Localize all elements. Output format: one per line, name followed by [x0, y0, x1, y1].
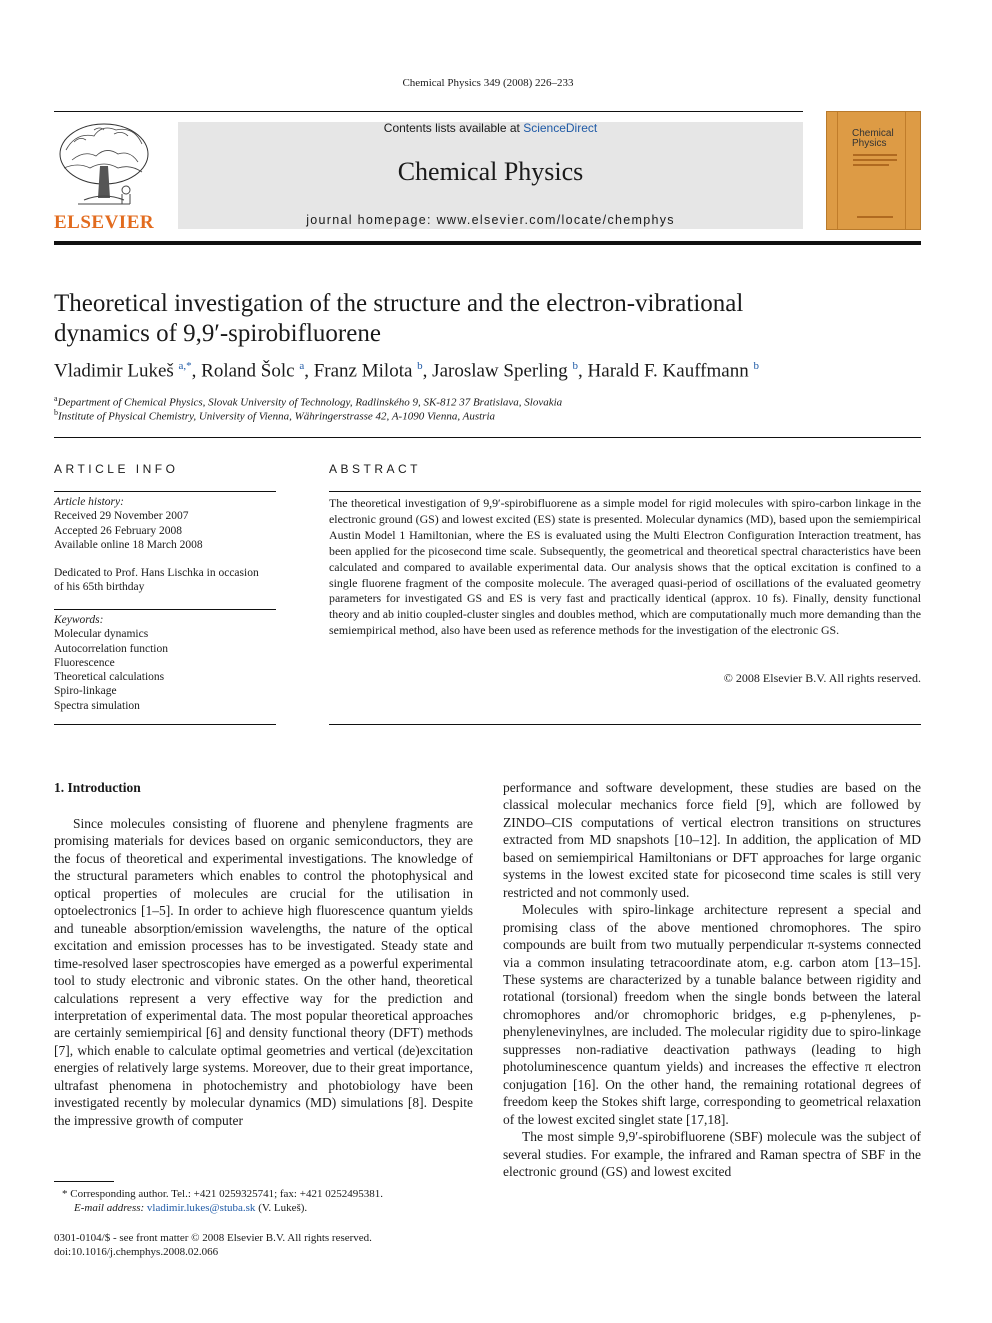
paragraph: performance and software development, these studies are based on the classical molecular mechanics force field [9], which are followed by ZINDO–CIS computations of vertical electron transitions on structures extracted from MD snapshots [10–12]. In addition, the application of MD based on semiempirical Hamiltonians or DFT approaches for large organic systems in the lowest excited state for picosecond time scales is still very restricted and not commonly used. [503, 780, 921, 900]
title-rule [54, 437, 921, 438]
paragraph: Molecules with spiro-linkage architecture represent a special and promising class of the above mentioned chromophores. The spiro compounds are built from two mutually perpendicular π-systems connected via a common insulating tetracoordinate atom, e.g. carbon atom [13–15]. These systems are characterized by a tunable balance between rigidity and rotational (torsional) freedom when the single bonds between the lateral chromophores and/or chromophoric bridges, e.g p-phenylenes, p-phenylenevinylnes, are included. The molecular rigidity due to spiro-linkage suppresses non-radiative deactivation pathways (leading to high photoluminescence quantum yields) and increases the effective π electron conjugation [16]. On the other hand, the remaining rotational degrees of freedom keep the Stokes shift large, corresponding to geometrical relaxation of the lowest excited singlet state [17,18]. [503, 902, 921, 1127]
affiliation-a [54, 394, 562, 409]
abstract-bottom-rule [329, 724, 921, 725]
body-column-right [503, 779, 921, 1180]
author-affil-sup[interactable]: b [417, 360, 423, 372]
article-info-heading: ARTICLE INFO [54, 462, 179, 476]
article-title [54, 289, 914, 349]
author-list [54, 360, 954, 382]
keyword: Molecular dynamics [54, 628, 149, 641]
cover-title [852, 129, 894, 149]
keyword: Spiro-linkage [54, 685, 117, 698]
elsevier-wordmark: ELSEVIER [54, 212, 155, 233]
dedication-line2: of his 65th birthday [54, 581, 145, 594]
article-info-rule [54, 491, 276, 492]
abstract-copyright: © 2008 Elsevier B.V. All rights reserved. [723, 671, 921, 685]
author-name: Franz Milota [313, 360, 413, 382]
journal-name: Chemical Physics [397, 157, 584, 186]
author-sep: , [422, 360, 433, 382]
author-affil-sup[interactable]: b [753, 360, 759, 372]
title-line-1: Theoretical investigation of the structure and the electron-vibrational [54, 290, 744, 317]
header-rule [54, 111, 803, 112]
email-label: E-mail address: [74, 1202, 147, 1214]
paragraph: The most simple 9,9′-spirobifluorene (SBF) molecule was the subject of several studies. For example, the infrared and Raman spectra of SBF in the electronic ground (GS) and lowest excited [503, 1129, 921, 1179]
dedication-line1: Dedicated to Prof. Hans Lischka in occasion [54, 567, 259, 580]
keyword: Theoretical calculations [54, 671, 165, 684]
author-name: Vladimir Lukeš [54, 360, 174, 382]
author-affil-sup[interactable]: a,* [178, 360, 192, 372]
cover-title-line2: Physics [852, 138, 887, 149]
footnote-rule [54, 1181, 114, 1182]
title-line-2: dynamics of 9,9′-spirobifluorene [54, 320, 381, 347]
keywords-block [54, 613, 276, 713]
email-link[interactable]: vladimir.lukes@stuba.sk [146, 1202, 256, 1214]
keyword: Fluorescence [54, 656, 115, 669]
journal-homepage[interactable]: journal homepage: www.elsevier.com/locate/chemphys [306, 213, 675, 227]
abstract-top-rule [329, 491, 921, 492]
footnote-contact: * Corresponding author. Tel.: +421 0259325741; fax: +421 0252495381. [62, 1188, 383, 1200]
article-history [54, 495, 276, 595]
author-name: Roland Šolc [201, 360, 295, 382]
author-name: Harald F. Kauffmann [587, 360, 749, 382]
affiliation-text: Institute of Physical Chemistry, University of Vienna, Währingerstrasse 42, A-1090 Vienna, Austria [58, 410, 496, 423]
author-sep: , [191, 360, 202, 382]
received-date: Received 29 November 2007 [54, 510, 189, 523]
history-label: Article history: [54, 496, 124, 508]
accepted-date: Accepted 26 February 2008 [54, 524, 183, 537]
author-affil-sup[interactable]: b [572, 360, 579, 372]
abstract-heading: ABSTRACT [329, 462, 422, 476]
article-info-bottom-rule [54, 724, 276, 725]
corresponding-author-footnote [54, 1187, 484, 1215]
section-heading-introduction: 1. Introduction [54, 780, 141, 795]
author-sep: , [304, 360, 314, 382]
affiliation-sup: b [54, 408, 58, 417]
contents-prefix: Contents lists available at [383, 121, 524, 135]
author-sep: , [578, 360, 588, 382]
email-suffix: (V. Lukeš). [255, 1202, 308, 1214]
cover-title-line1: Chemical [852, 128, 894, 139]
affiliation-text: Department of Chemical Physics, Slovak University of Technology, Radlinského 9, SK-812 37 Bratislava, Slovakia [57, 396, 563, 409]
sciencedirect-link[interactable]: ScienceDirect [523, 121, 598, 135]
journal-reference: Chemical Physics 349 (2008) 226–233 [402, 77, 574, 89]
author-name: Jaroslaw Sperling [432, 360, 568, 382]
author-affil-sup[interactable]: a [299, 360, 305, 372]
contents-availability [178, 121, 803, 135]
online-date: Available online 18 March 2008 [54, 538, 203, 551]
affiliation-b [54, 408, 495, 423]
header-thick-rule [54, 241, 921, 245]
footer-doi[interactable]: doi:10.1016/j.chemphys.2008.02.066 [54, 1246, 219, 1258]
paragraph: Since molecules consisting of fluorene and phenylene fragments are promising materials for devices based on organic semiconductors, they are the focus of theoretical and experimental investigations. The knowledge of the structural parameters which enables to control the photophysical and optical properties of molecules are crucial for the utilisation in optoelectronics [1–5]. In order to achieve high fluorescence quantum yields and tuneable absorption/emission wavelengths, the nature of the optical excitation and emission processes has to be investigated. Steady state and time-resolved laser spectroscopies have emerged as a powerful experimental tool to study electronic and vibronic states. On the other hand, theoretical calculations represent a very effective way for the prediction and interpretation of experimental data. The most popular theoretical approaches are certainly semiempirical [6] and density functional theory (DFT) methods [7], which enable to calculate optimal geometries and vertical (de)excitation energies of relatively large systems. Moreover, due to their great importance, ultrafast phenomena in photochemistry and photobiology have been investigated recently by molecular dynamics (MD) simulations [8]. Despite the impressive growth of computer [54, 816, 473, 1128]
keywords-label: Keywords: [54, 614, 104, 626]
affiliation-sup: a [54, 394, 58, 403]
keywords-rule [54, 609, 276, 610]
abstract-text: The theoretical investigation of 9,9′-spirobifluorene as a simple model for rigid molecules with spiro-carbon linkage in the electronic ground (GS) and lowest excited (ES) state is presented. Molecular dynamics (MD), based upon the semiempirical Austin Model 1 Hamiltonian, where the ES is evaluated using the Multi Electron Configuration Interaction treatment, has been applied for the picosecond time scale. Subsequently, the geometrical and theoretical spectral characteristics have been calculated and compared to available experimental data. Our analysis shows that the optical excitation is confined to a single fluorene fragment of the composite molecule. The averaged quasi-period of oscillations of the evaluated geometry parameters for investigated GS and ES is very fast and practically identical (approx. 10 fs). Finally, density functional theory and ab initio coupled-cluster singles and doubles method, which are computationally much more demanding than the semiempirical method, also have been used as reference methods for the investigation of the electronic GS. [329, 496, 921, 638]
body-column-left [54, 815, 473, 1129]
keyword: Autocorrelation function [54, 642, 169, 655]
keyword: Spectra simulation [54, 699, 140, 712]
page-footer [54, 1231, 484, 1259]
footer-front-matter: 0301-0104/$ - see front matter © 2008 Elsevier B.V. All rights reserved. [54, 1232, 372, 1244]
